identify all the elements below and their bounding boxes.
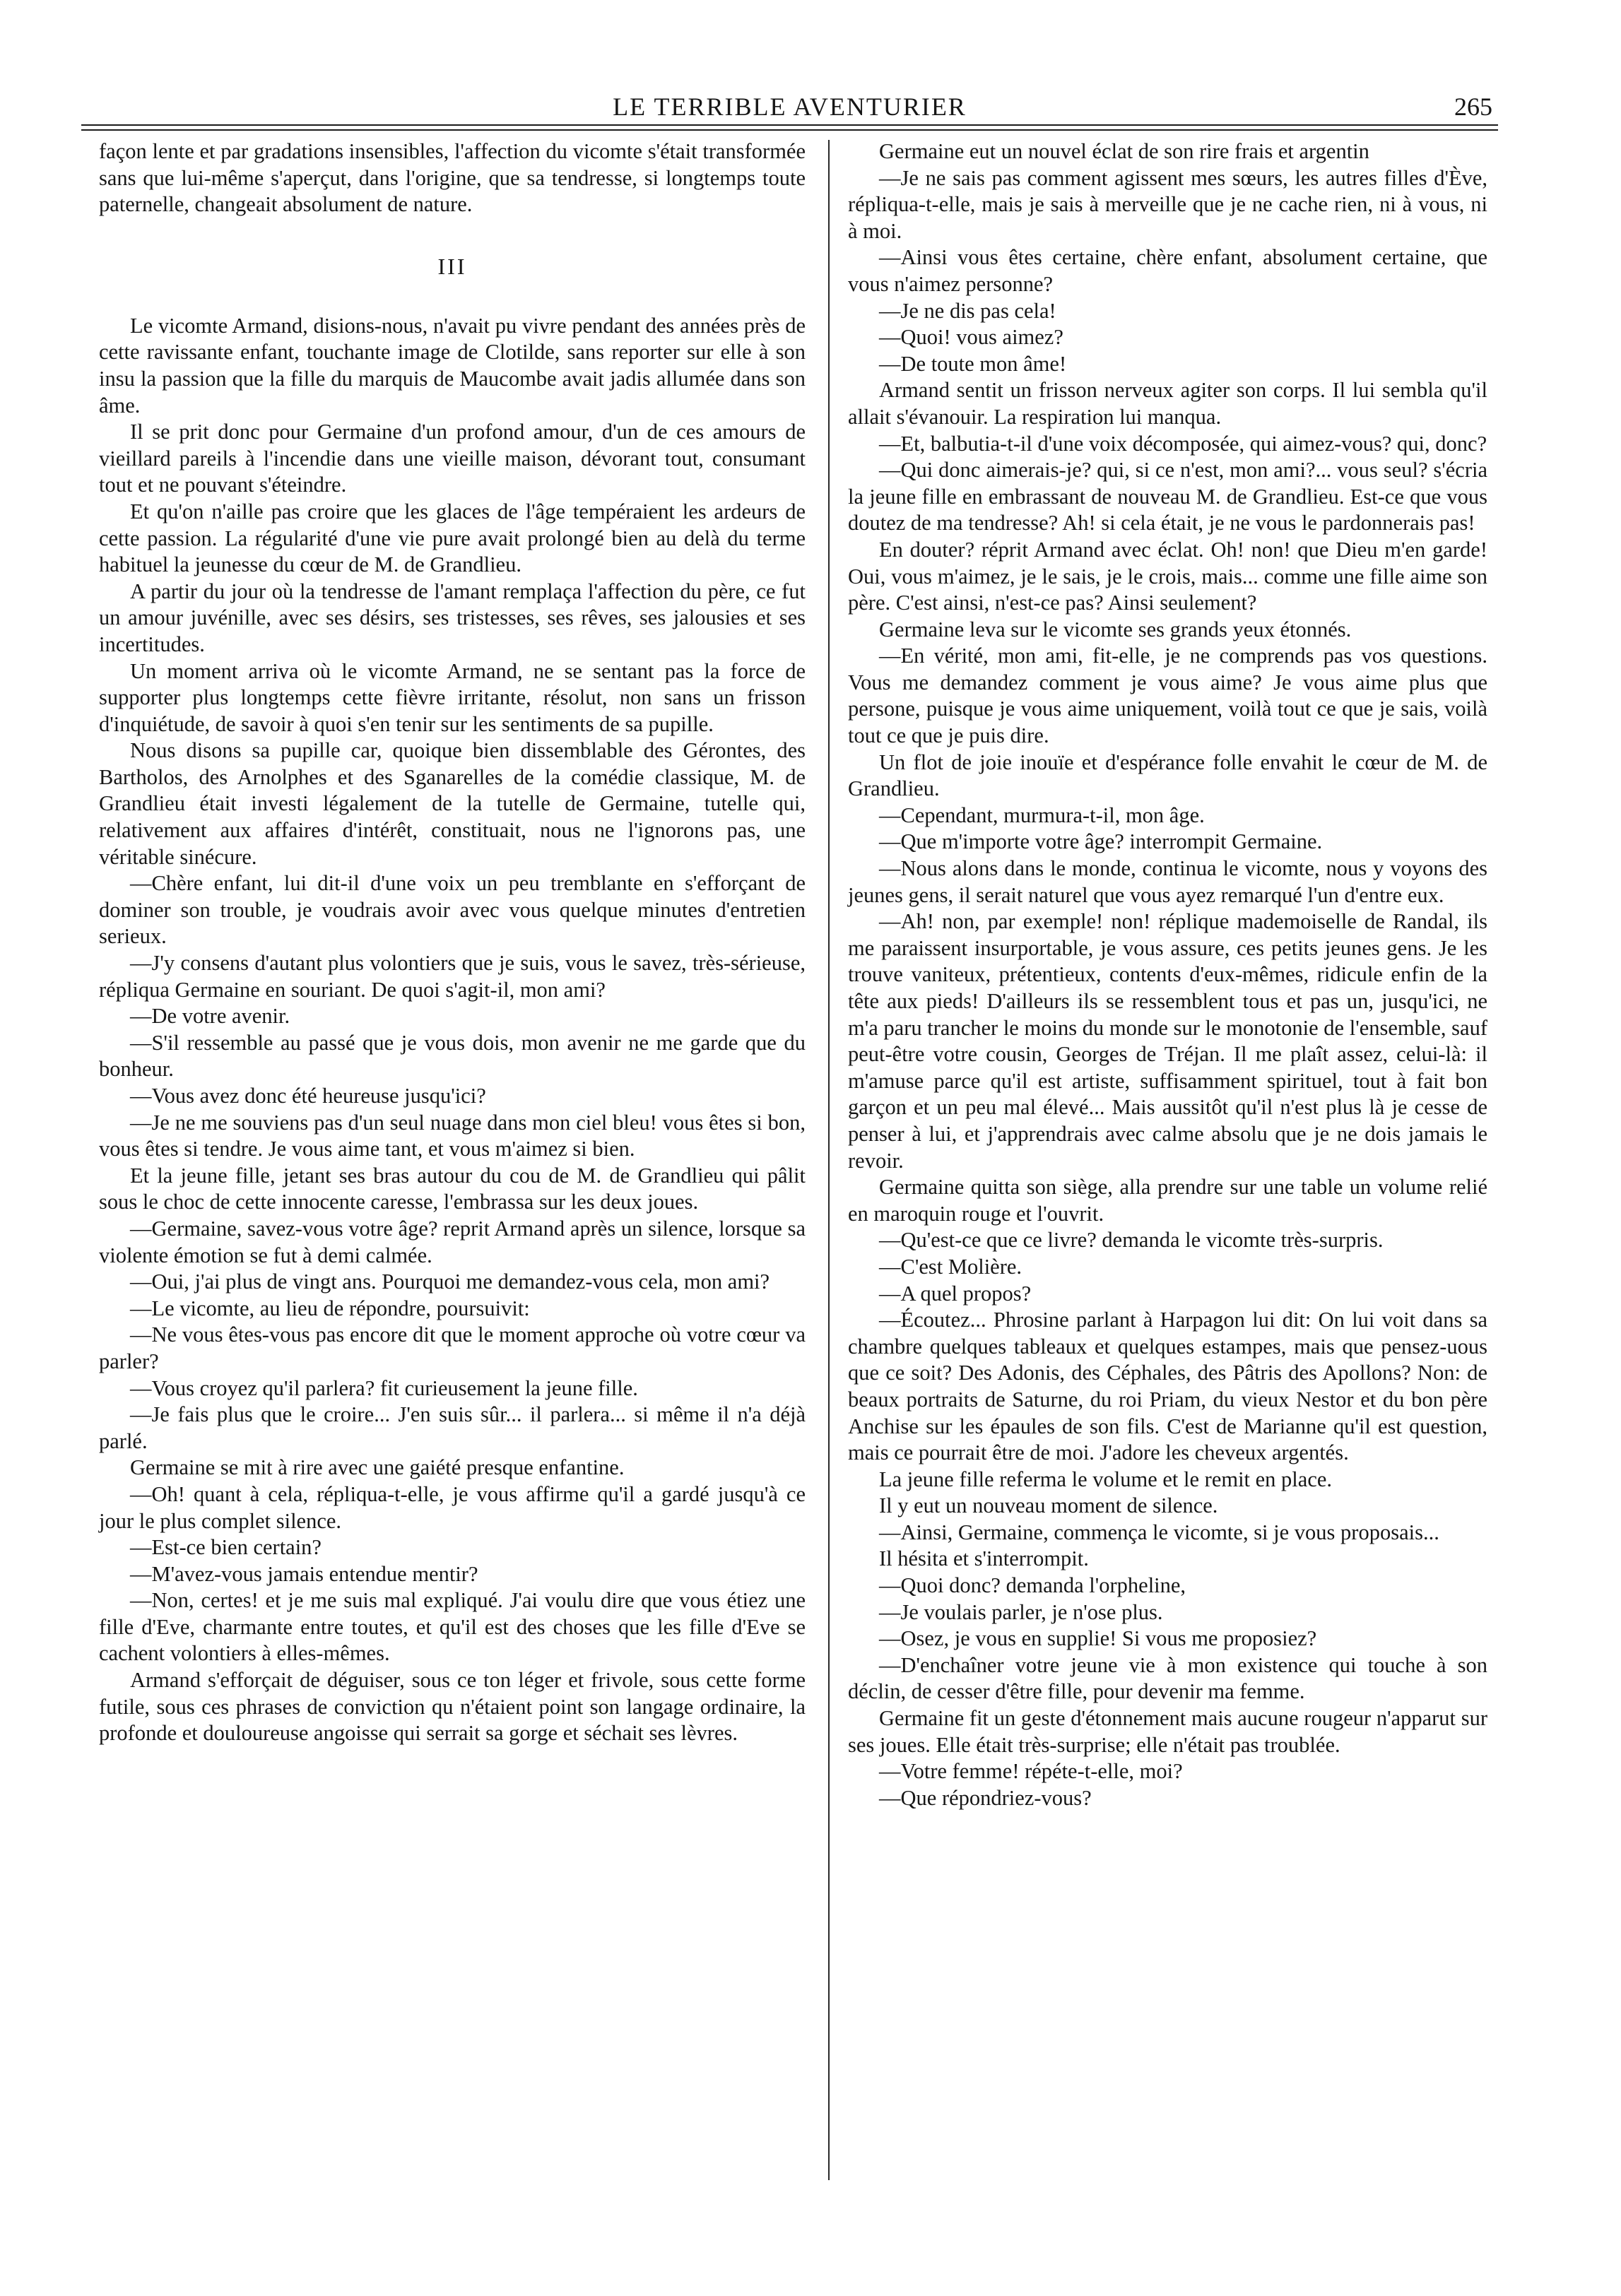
paragraph: —Germaine, savez-vous votre âge? reprit Armand après un silence, lorsque sa violente émotion se fut à demi calmée.	[99, 1216, 806, 1267]
page-number: 265	[1454, 93, 1492, 121]
paragraph: —Oh! quant à cela, répliqua-t-elle, je vous affirme qu'il a gardé jusqu'à ce jour le plus complet silence.	[99, 1481, 806, 1533]
paragraph: —Quoi! vous aimez?	[879, 325, 1063, 350]
paragraph: —En vérité, mon ami, fit-elle, je ne comprends pas vos questions. Vous me demandez comment je vous aime? Je vous aime plus que persone, puisque je vous aime uniquement, voilà tout ce que je sais, voilà tout ce que je puis dire.	[848, 644, 1487, 748]
paragraph: La jeune fille referma le volume et le remit en place.	[879, 1467, 1333, 1491]
paragraph: —Nous alons dans le monde, continua le vicomte, nous y voyons des jeunes gens, il serait naturel que vous ayez remarqué l'un d'entre eux.	[848, 856, 1487, 907]
paragraph: —Votre femme! répéte-t-elle, moi?	[879, 1759, 1183, 1784]
paragraph: —S'il ressemble au passé que je vous dois, mon avenir ne me garde que du bonheur.	[99, 1030, 806, 1082]
paragraph: —Quoi donc? demanda l'orpheline,	[879, 1573, 1186, 1598]
chapter-heading: III	[437, 253, 467, 279]
paragraph: —Vous croyez qu'il parlera? fit curieusement la jeune fille.	[130, 1375, 638, 1400]
paragraph: Et qu'on n'aille pas croire que les glaces de l'âge tempéraient les ardeurs de cette passion. La régularité d'une vie pure avait prolongé bien au delà du terme habituel la jeunesse du cœur de M. de Grandlieu.	[99, 499, 806, 577]
paragraph: Armand s'efforçait de déguiser, sous ce ton léger et frivole, sous cette forme futile, sous ces phrases de conviction qu n'étaient point son langage ordinaire, la profonde et douloureuse angoisse qui serrait sa gorge et séchait ses lèvres.	[99, 1668, 806, 1746]
paragraph: —Je fais plus que le croire... J'en suis sûr... il parlera... si même il n'a déjà parlé.	[99, 1402, 806, 1453]
header-rule-top	[81, 124, 1498, 126]
paragraph: —De votre avenir.	[130, 1004, 290, 1029]
paragraph: Armand sentit un frisson nerveux agiter son corps. Il lui sembla qu'il allait s'évanouir. La respiration lui manqua.	[848, 378, 1487, 429]
paragraph: Un flot de joie inouïe et d'espérance folle envahit le cœur de M. de Grandlieu.	[848, 750, 1487, 801]
paragraph: —Que m'importe votre âge? interrompit Germaine.	[879, 829, 1323, 854]
paragraph: —Je voulais parler, je n'ose plus.	[879, 1599, 1163, 1624]
header-rule-bottom	[81, 129, 1498, 131]
paragraph: A partir du jour où la tendresse de l'amant remplaça l'affection du père, ce fut un amour juvénille, avec ses désirs, ses tristesses, ses rêves, ses jalousies et ses incertitudes.	[99, 579, 806, 656]
paragraph: —Et, balbutia-t-il d'une voix décomposée, qui aimez-vous? qui, donc?	[879, 431, 1487, 456]
paragraph: —J'y consens d'autant plus volontiers que je suis, vous le savez, très-sérieuse, répliqua Germaine en souriant. De quoi s'agit-il, mon ami?	[99, 951, 806, 1002]
paragraph: Il se prit donc pour Germaine d'un profond amour, d'un de ces amours de vieillard pareils à l'incendie dans une vieille maison, dévorant tout, consumant tout et ne pouvant s'éteindre.	[99, 420, 806, 497]
paragraph: —Cependant, murmura-t-il, mon âge.	[879, 803, 1205, 827]
paragraph: —Osez, je vous en supplie! Si vous me proposiez?	[879, 1626, 1317, 1651]
paragraph: Il hésita et s'interrompit.	[879, 1546, 1089, 1571]
paragraph: —Le vicomte, au lieu de répondre, poursuivit:	[130, 1296, 530, 1320]
paragraph: Germaine se mit à rire avec une gaiété presque enfantine.	[130, 1455, 625, 1480]
paragraph: —Qu'est-ce que ce livre? demanda le vicomte très-surpris.	[879, 1228, 1384, 1253]
paragraph: —Qui donc aimerais-je? qui, si ce n'est, mon ami?... vous seul? s'écria la jeune fille en embrassant de nouveau M. de Grandlieu. Est-ce que vous doutez de ma tendresse? Ah! si cela était, je ne vous le pardonnerais pas!	[848, 458, 1487, 535]
paragraph: Germaine eut un nouvel éclat de son rire frais et argentin	[879, 139, 1369, 163]
paragraph: —C'est Molière.	[879, 1254, 1022, 1279]
paragraph: Un moment arriva où le vicomte Armand, ne se sentant pas la force de supporter plus longtemps cette fièvre irritante, résolut, non sans un frisson d'inquiétude, de savoir à quoi s'en tenir sur les sentiments de sa pupille.	[99, 658, 806, 736]
paragraph: Et la jeune fille, jetant ses bras autour du cou de M. de Grandlieu qui pâlit sous le choc de cette innocente caresse, l'embrassa sur les deux joues.	[99, 1163, 806, 1214]
paragraph: —Chère enfant, lui dit-il d'une voix un peu tremblante en s'efforçant de dominer son trouble, je voudrais avoir avec vous quelque minutes d'entretien serieux.	[99, 871, 806, 949]
right-column	[848, 138, 1487, 1811]
paragraph: —Écoutez... Phrosine parlant à Harpagon lui dit: On lui voit dans sa chambre quelques tableaux et quelques estampes, mais que pensez-uous que ce soit? Des Adonis, des Céphales, des Pâtris des Apollons? Non: de beaux portraits de Saturne, du roi Priam, du vieux Nestor et du bon père Anchise sur les épaules de son fils. C'est de Marianne qu'il est question, mais ce pourrait être de moi. J'adore les cheveux argentés.	[848, 1308, 1487, 1465]
running-title: LE TERRIBLE AVENTURIER	[613, 93, 967, 121]
paragraph: —Ah! non, par exemple! non! réplique mademoiselle de Randal, ils me paraissent insurportable, je vous assure, ces petits jeunes gens. Je les trouve vaniteux, prétentieux, contents d'eux-mêmes, ridicule enfin de la tête aux pieds! D'ailleurs ils se ressemblent tous et pas un, jusqu'ici, ne m'a paru trancher le moins du monde sur le monotonie de l'ensemble, sauf peut-être votre cousin, Georges de Tréjan. Il me plaît assez, celui-là: il m'amuse parce qu'il est artiste, suffisamment spirituel, tout à fait bon garçon et un peu mal élevé... Mais aussitôt qu'il n'est plus là je cesse de penser à lui, et j'apprendrais avec calme absolu que je ne dois jamais le revoir.	[848, 909, 1487, 1173]
right-paragraphs	[848, 138, 1487, 1811]
left-column	[99, 138, 806, 1747]
paragraph: —D'enchaîner votre jeune vie à mon existence qui touche à son déclin, de cesser d'être fille, pour devenir ma femme.	[848, 1652, 1487, 1704]
continued-paragraph: façon lente et par gradations insensibles, l'affection du vicomte s'était transformée sans que lui-même s'aperçut, dans l'origine, que sa tendresse, si longtemps toute paternelle, changeait absolument de nature.	[99, 139, 806, 217]
running-header	[81, 90, 1498, 123]
paragraph: —Non, certes! et je me suis mal expliqué. J'ai voulu dire que vous étiez une fille d'Eve, charmante entre toutes, et qu'il est des choses que les fille d'Eve se cachent volontiers à elles-mêmes.	[99, 1588, 806, 1666]
paragraph: Le vicomte Armand, disions-nous, n'avait pu vivre pendant des années près de cette ravissante enfant, touchante image de Clotilde, sans reporter sur elle à son insu la passion que la fille du marquis de Maucombe avait jadis allumée dans son âme.	[99, 313, 806, 418]
paragraph: —De toute mon âme!	[879, 351, 1067, 376]
paragraph: —Oui, j'ai plus de vingt ans. Pourquoi me demandez-vous cela, mon ami?	[130, 1270, 770, 1294]
paragraph: En douter? réprit Armand avec éclat. Oh! non! que Dieu m'en garde! Oui, vous m'aimez, je le sais, je le crois, mais... comme une fille aime son père. C'est ainsi, n'est-ce pas? Ainsi seulement?	[848, 537, 1487, 615]
paragraph: Nous disons sa pupille car, quoique bien dissemblable des Gérontes, des Bartholos, des Arnolphes et des Sganarelles de la comédie classique, M. de Grandlieu était investi légalement de la tutelle de Germaine, tutelle qui, relativement aux affaires d'intérêt, constituait, nous ne l'ignorons pas, une véritable sinécure.	[99, 738, 806, 869]
paragraph: —Est-ce bien certain?	[130, 1535, 322, 1560]
column-divider	[828, 140, 830, 2180]
paragraph: Germaine fit un geste d'étonnement mais aucune rougeur n'apparut sur ses joues. Elle était très-surprise; elle n'était pas troublée.	[848, 1706, 1487, 1757]
paragraph: —A quel propos?	[879, 1281, 1032, 1306]
paragraph: —Je ne me souviens pas d'un seul nuage dans mon ciel bleu! vous êtes si bon, vous êtes si tendre. Je vous aime tant, et vous m'aimez si bien.	[99, 1110, 806, 1161]
paragraph: —Ainsi vous êtes certaine, chère enfant, absolument certaine, que vous n'aimez personne?	[848, 245, 1487, 296]
paragraph: —Ainsi, Germaine, commença le vicomte, si je vous proposais...	[879, 1520, 1439, 1544]
paragraph: —Que répondriez-vous?	[879, 1785, 1092, 1810]
paragraph: —Je ne sais pas comment agissent mes sœurs, les autres filles d'Ève, répliqua-t-elle, mais je sais à merveille que je ne cache rien, ni à vous, ni à moi.	[848, 165, 1487, 243]
paragraph: —Je ne dis pas cela!	[879, 298, 1056, 323]
paragraph: Il y eut un nouveau moment de silence.	[879, 1493, 1218, 1518]
paragraph: Germaine leva sur le vicomte ses grands yeux étonnés.	[879, 617, 1352, 641]
paragraph: —Ne vous êtes-vous pas encore dit que le moment approche où votre cœur va parler?	[99, 1322, 806, 1373]
paragraph: —M'avez-vous jamais entendue mentir?	[130, 1561, 478, 1586]
paragraph: Germaine quitta son siège, alla prendre sur une table un volume relié en maroquin rouge et l'ouvrit.	[848, 1175, 1487, 1226]
left-paragraphs	[99, 313, 806, 1747]
paragraph: —Vous avez donc été heureuse jusqu'ici?	[130, 1084, 486, 1108]
